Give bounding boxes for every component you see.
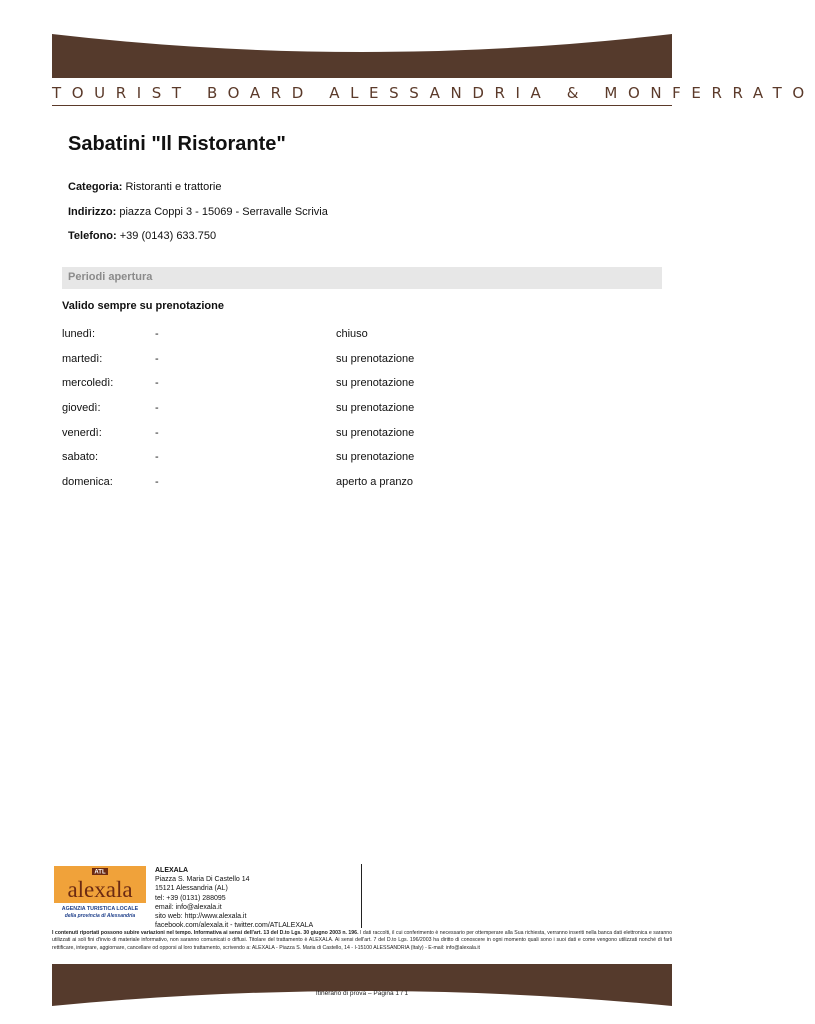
schedule-row [62,377,662,391]
schedule-separator: - [155,427,159,439]
schedule-day: lunedì: [62,328,96,340]
header-rule [52,105,672,106]
alexala-logo [54,866,146,920]
footer-band [0,962,725,1012]
schedule-row [62,328,662,342]
footer-email: email: info@alexala.it [155,903,222,911]
svg-text:ATL: ATL [94,869,106,876]
schedule-separator: - [155,476,159,488]
footer-city: 15121 Alessandria (AL) [155,885,228,893]
footer-org-name: ALEXALA [155,867,189,874]
field-telefono-value: +39 (0143) 633.750 [119,230,217,242]
footer-divider [361,864,362,928]
svg-text:della provincia di Alessandria: della provincia di Alessandria [64,913,136,919]
schedule-separator: - [155,353,159,365]
field-telefono [68,230,216,242]
schedule-separator: - [155,402,159,414]
schedule-status: su prenotazione [336,451,415,463]
schedule-status: su prenotazione [336,377,415,389]
schedule-separator: - [155,451,159,463]
privacy-notice [52,930,672,952]
schedule-row [62,402,662,416]
schedule-day: giovedì: [62,402,101,414]
schedule-status: su prenotazione [336,353,415,365]
field-indirizzo-value: piazza Coppi 3 - 15069 - Serravalle Scrivia [119,206,328,218]
schedule-status: su prenotazione [336,402,415,414]
footer-contact-info [155,866,313,930]
schedule-day: martedì: [62,353,103,365]
schedule-status: aperto a pranzo [336,476,414,488]
field-indirizzo-label: Indirizzo: [68,206,117,218]
footer-tel: tel: +39 (0131) 288095 [155,894,226,902]
header-band [0,0,725,80]
schedule-row [62,451,662,465]
validity-note: Valido sempre su prenotazione [62,300,224,312]
schedule-row [62,427,662,441]
schedule-status: chiuso [336,328,368,340]
svg-text:alexala: alexala [67,877,133,902]
privacy-notice-text: I dati raccolti, il cui conferimento è necessario per ottemperare alla Sua richiesta, verranno inseriti nella banca dati elettronica e saranno utilizzati ai soli fini d'invio di materiale informativo, non saranno comunicati o diffusi. Titolare del trattamento è ALEXALA. Ai sensi dell'art. 7 del D.to Lgs. 196/2003 ha diritto di conoscere in ogni momento quali sono i suoi dati e come vengono utilizzati nonché di farli rettificare, integrare, aggiornare, cancellare od opporsi al loro trattamento, scrivendo a: ALEXALA - Piazza S. Maria di Castello, 14 - I-15100 ALESSANDRIA (Italy) - E-mail: info@alexala.it [52,930,672,951]
tourist-board-title: TOURIST BOARD ALESSANDRIA & MONFERRATO [52,84,815,102]
schedule-separator: - [155,377,159,389]
field-categoria-label: Categoria: [68,181,123,193]
page-title: Sabatini "Il Ristorante" [68,133,286,155]
field-categoria-value: Ristoranti e trattorie [125,181,222,193]
section-header-periodi-apertura [62,267,662,289]
schedule-separator: - [155,328,159,340]
field-telefono-label: Telefono: [68,230,117,242]
field-indirizzo [68,206,328,218]
schedule-day: mercoledì: [62,377,114,389]
footer-social: facebook.com/alexala.it - twitter.com/ATLALEXALA [155,922,314,930]
schedule-day: domenica: [62,476,113,488]
schedule-status: su prenotazione [336,427,415,439]
footer-address: Piazza S. Maria Di Castello 14 [155,876,250,884]
svg-text:AGENZIA TURISTICA LOCALE: AGENZIA TURISTICA LOCALE [61,906,139,912]
schedule-day: sabato: [62,451,99,463]
schedule-row [62,353,662,367]
schedule-row [62,476,662,490]
footer-website: sito web: http://www.alexala.it [155,913,247,921]
schedule-day: venerdì: [62,427,102,439]
privacy-notice-bold: I contenuti riportati possono subire variazioni nel tempo. Informativa ai sensi dell'art. 13 del D.to Lgs. 30 giugno 2003 n. 196. [52,930,359,936]
section-title: Periodi apertura [68,271,153,283]
page-footer: Itinerario di prova – Pagina 1 / 1 [315,990,409,997]
field-categoria [68,181,221,193]
